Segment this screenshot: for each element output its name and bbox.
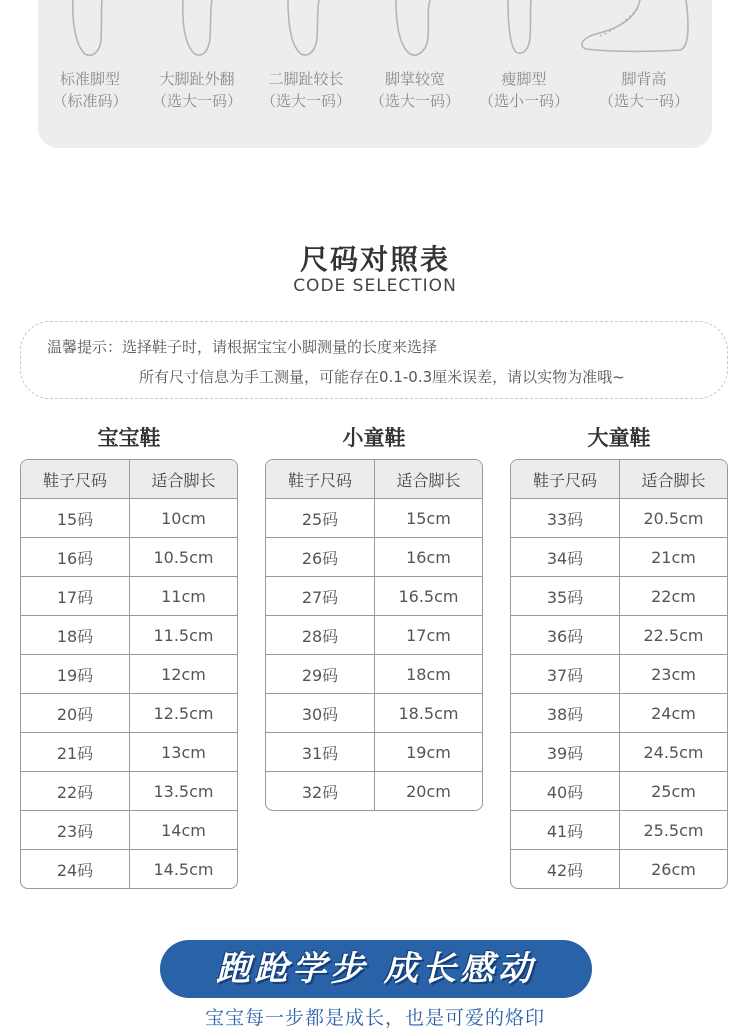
- header-shoe-size: 鞋子尺码: [21, 460, 130, 499]
- cell-size: 24码: [21, 849, 130, 888]
- foot-type-thin: [464, 68, 584, 112]
- notice-line-1: 温馨提示：选择鞋子时，请根据宝宝小脚测量的长度来选择: [47, 338, 438, 356]
- foot-type-tip: （选小一码）: [478, 92, 569, 110]
- table-row: [21, 693, 237, 732]
- foot-standard-icon: [73, 0, 102, 55]
- table-row: [511, 771, 727, 810]
- foot-outline-icons: [0, 0, 750, 60]
- size-table-toddler: [265, 459, 483, 811]
- table-row: [511, 654, 727, 693]
- cell-size: 16码: [21, 537, 130, 576]
- cell-size: 37码: [511, 654, 620, 693]
- cell-length: 16cm: [375, 537, 482, 576]
- table-header-row: [21, 460, 237, 499]
- table-row: [511, 693, 727, 732]
- cell-length: 14.5cm: [130, 849, 237, 888]
- cell-size: 31码: [266, 732, 375, 771]
- cell-size: 35码: [511, 576, 620, 615]
- table-header-row: [266, 460, 482, 499]
- table-row: [21, 654, 237, 693]
- foot-type-name: 二脚趾较长: [268, 70, 344, 88]
- foot-thin-icon: [508, 0, 531, 53]
- table-row: [21, 810, 237, 849]
- cell-size: 23码: [21, 810, 130, 849]
- cell-length: 16.5cm: [375, 576, 482, 615]
- cell-size: 17码: [21, 576, 130, 615]
- cell-length: 24.5cm: [620, 732, 727, 771]
- cell-length: 19cm: [375, 732, 482, 771]
- cell-length: 25cm: [620, 771, 727, 810]
- cell-size: 32码: [266, 771, 375, 810]
- cell-size: 42码: [511, 849, 620, 888]
- cell-length: 13cm: [130, 732, 237, 771]
- table-row: [511, 732, 727, 771]
- cell-size: 21码: [21, 732, 130, 771]
- cell-size: 33码: [511, 499, 620, 537]
- table-row: [511, 537, 727, 576]
- cell-size: 19码: [21, 654, 130, 693]
- foot-type-tip: （标准码）: [52, 92, 128, 110]
- size-table-kids: [510, 459, 728, 889]
- table-row: [21, 615, 237, 654]
- cell-length: 21cm: [620, 537, 727, 576]
- foot-type-name: 瘦脚型: [501, 70, 547, 88]
- table-row: [21, 771, 237, 810]
- table-row: [511, 576, 727, 615]
- table-row: [511, 615, 727, 654]
- cell-size: 38码: [511, 693, 620, 732]
- foot-type-name: 标准脚型: [59, 70, 120, 88]
- cell-size: 36码: [511, 615, 620, 654]
- header-shoe-size: 鞋子尺码: [266, 460, 375, 499]
- cell-length: 10cm: [161, 508, 206, 528]
- header-foot-length: 适合脚长: [620, 460, 727, 499]
- cell-length: 13.5cm: [130, 771, 237, 810]
- cell-size: 26码: [266, 537, 375, 576]
- table-row: [21, 499, 237, 537]
- table-row: [266, 576, 482, 615]
- foot-type-high-arch: [584, 68, 704, 112]
- foot-type-tip: （选大一码）: [369, 92, 460, 110]
- cell-length: 23cm: [620, 654, 727, 693]
- cell-size: 40码: [511, 771, 620, 810]
- foot-type-standard: [30, 68, 150, 112]
- foot-type-name: 脚掌较宽: [384, 70, 445, 88]
- table-row: [266, 771, 482, 810]
- cell-size: 39码: [511, 732, 620, 771]
- cell-size: 15码: [21, 499, 130, 537]
- foot-type-name: 大脚趾外翻: [159, 70, 235, 88]
- table-row: [266, 732, 482, 771]
- foot-type-tip: （选大一码）: [260, 92, 351, 110]
- size-table-baby: [20, 459, 238, 889]
- table-row: [266, 499, 482, 537]
- cell-size: 20码: [21, 693, 130, 732]
- cell-length: 15cm: [406, 508, 451, 528]
- table-header-row: [511, 460, 727, 499]
- cell-length: 12cm: [130, 654, 237, 693]
- table-row: [21, 537, 237, 576]
- foot-type-wide: [355, 68, 475, 112]
- slogan-subtitle: 宝宝每一步都是成长，也是可爱的烙印: [204, 1007, 545, 1029]
- cell-length: 22cm: [620, 576, 727, 615]
- cell-length: 12.5cm: [130, 693, 237, 732]
- foot-long-toe-icon: [288, 0, 319, 55]
- cell-length: 10.5cm: [130, 537, 237, 576]
- slogan-banner-text: 跑跄学步 成长感动: [216, 949, 536, 989]
- cell-length: 20.5cm: [643, 508, 704, 528]
- foot-type-tip: （选大一码）: [598, 92, 689, 110]
- cell-length: 11cm: [130, 576, 237, 615]
- foot-type-bunion: [137, 68, 257, 112]
- foot-bunion-icon: [183, 0, 212, 55]
- header-foot-length: 适合脚长: [375, 460, 482, 499]
- table-row: [511, 810, 727, 849]
- cell-length: 18cm: [375, 654, 482, 693]
- cell-length: 11.5cm: [130, 615, 237, 654]
- cell-length: 18.5cm: [375, 693, 482, 732]
- cell-length: 17cm: [375, 615, 482, 654]
- cell-size: 22码: [21, 771, 130, 810]
- table-row: [511, 499, 727, 537]
- table-title-baby: 宝宝鞋: [97, 426, 161, 450]
- cell-size: 18码: [21, 615, 130, 654]
- foot-type-long-toe: [246, 68, 366, 112]
- header-foot-length: 适合脚长: [130, 460, 237, 499]
- cell-size: 29码: [266, 654, 375, 693]
- cell-length: 26cm: [620, 849, 727, 888]
- cell-length: 25.5cm: [620, 810, 727, 849]
- notice-box: [20, 321, 728, 399]
- table-row: [266, 693, 482, 732]
- cell-size: 25码: [266, 499, 375, 537]
- foot-wide-icon: [396, 0, 430, 55]
- cell-length: 14cm: [130, 810, 237, 849]
- table-row: [21, 732, 237, 771]
- notice-line-2: 所有尺寸信息为手工测量，可能存在0.1-0.3厘米误差，请以实物为准哦~: [139, 368, 625, 386]
- cell-size: 41码: [511, 810, 620, 849]
- foot-type-tip: （选大一码）: [151, 92, 242, 110]
- slogan-banner: [160, 940, 592, 998]
- table-row: [21, 849, 237, 888]
- table-row: [511, 849, 727, 888]
- page-subtitle: CODE SELECTION: [293, 276, 457, 296]
- table-row: [266, 654, 482, 693]
- table-row: [266, 537, 482, 576]
- cell-size: 34码: [511, 537, 620, 576]
- cell-length: 20cm: [375, 771, 482, 810]
- cell-length: 24cm: [620, 693, 727, 732]
- foot-type-name: 脚背高: [621, 70, 667, 88]
- table-row: [266, 615, 482, 654]
- cell-size: 28码: [266, 615, 375, 654]
- table-title-kids: 大童鞋: [587, 426, 651, 450]
- table-row: [21, 576, 237, 615]
- header-shoe-size: 鞋子尺码: [511, 460, 620, 499]
- cell-size: 27码: [266, 576, 375, 615]
- foot-high-arch-icon: [582, 0, 688, 51]
- page-title: 尺码对照表: [299, 243, 450, 276]
- cell-size: 30码: [266, 693, 375, 732]
- table-title-toddler: 小童鞋: [342, 426, 406, 450]
- cell-length: 22.5cm: [620, 615, 727, 654]
